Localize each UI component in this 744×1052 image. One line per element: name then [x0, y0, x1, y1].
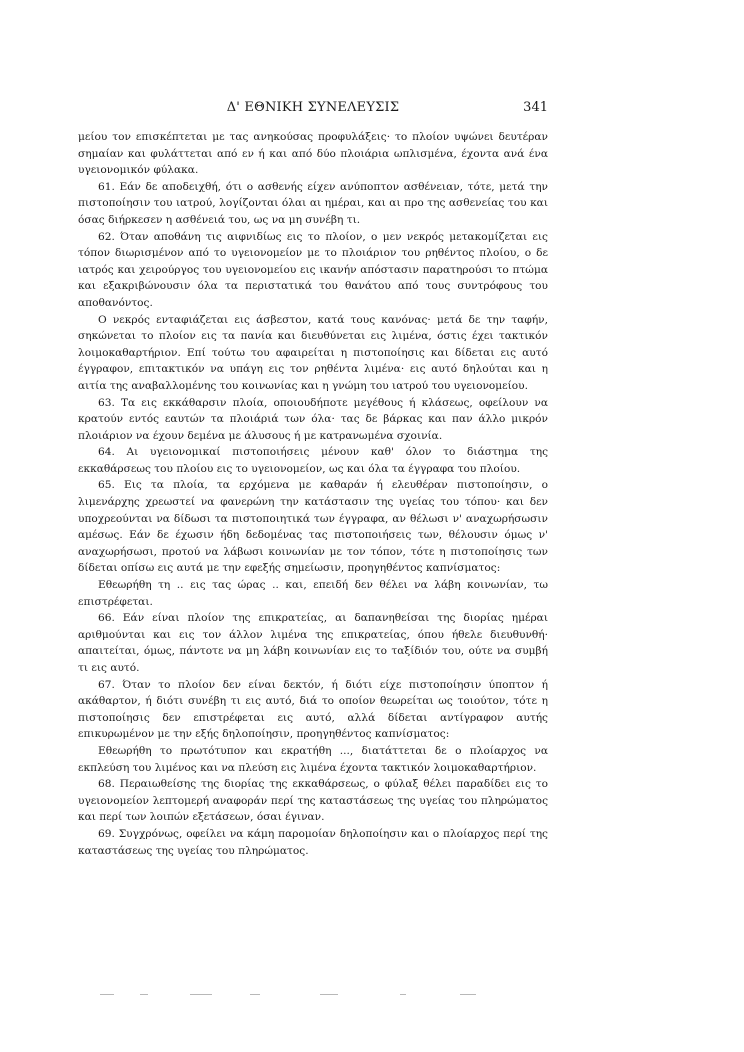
scan-mark — [400, 994, 406, 995]
paragraph-62-burial: Ο νεκρός ενταφιάζεται εις άσβεστον, κατά τους κανόνας· μετά δε την ταφήν, σηκώνεται το πλοίον εις τα πανία και διευθύνεται εις λιμένα, όστις έχει τακτικόν λοιμοκαθαρτήριον. Επί τούτω του αφαιρείται η πιστοποίησις και δίδεται εις αυτό έγγραφον, επιτακτικόν να υπάγη εις τον ρηθέντα λιμένα· εις αυτό δηλούται και η αιτία της αναβαλλομένης του κοινωνίας και η γνώμη του ιατρού του υγειονομείου. — [78, 313, 548, 392]
page-header — [78, 100, 548, 122]
paragraph-66: 66. Εάν είναι πλοίον της επικρατείας, αι δαπανηθείσαι της διορίας ημέραι αριθμούνται και εις τον άλλον λιμένα της επικρατείας, όπου ήθελε διευθυνθή· απαιτείται, όμως, πάντοτε να μη λάβη κοινωνίαν εις το ταξίδιόν του, ούτε να συμβή τι εις αυτό. — [78, 612, 548, 674]
paragraph-63: 63. Τα εις εκκάθαρσιν πλοία, οποιουδήποτε μεγέθους ή κλάσεως, οφείλουν να κρατούν εντός εαυτών τα πλοιάριά των όλα· τας δε βάρκας και παν άλλο μικρόν πλοιάριον να έχουν δεμένα με άλυσους ή με κατρανωμένα σχοινία. — [78, 396, 548, 442]
paragraph-65: 65. Εις τα πλοία, τα ερχόμενα με καθαράν ή ελευθέραν πιστοποίησιν, ο λιμενάρχης χρεωστεί να φανερώνη την κατάστασιν της υγείας του τόπου· και δεν υποχρεούνται να δίδωσι τα πιστοποιητικά των έγγραφα, αν θέλωσι ν' αναχωρήσωσιν αμέσως. Εάν δε έχωσιν ήδη δεδομένας τας πιστοποιήσεις των, θέλουσιν όμως ν' αναχωρήσωσι, προτού να λάβωσι κοινωνίαν με τον τόπον, τότε η πιστοποίησις των δίδεται οπίσω εις αυτά με την εφεξής σημείωσιν, προηγηθέντος καπνίσματος: — [78, 479, 548, 575]
scan-mark — [250, 994, 260, 995]
paragraph-69: 69. Συγχρόνως, οφείλει να κάμη παρομοίαν δηλοποίησιν και ο πλοίαρχος περί της καταστάσεως της υγείας του πληρώματος. — [78, 827, 548, 857]
scan-mark — [460, 994, 476, 995]
paragraph-64: 64. Αι υγειονομικαί πιστοποιήσεις μένουν καθ' όλον το διάστημα της εκκαθάρσεως του πλοίου εις το υγειονομείον, ως και όλα τα έγγραφα του πλοίου. — [78, 446, 548, 475]
running-head: Δ' ΕΘΝΙΚΗ ΣΥΝΕΛΕΥΣΙΣ — [226, 100, 400, 115]
certificate-notice-2: Εθεωρήθη το πρωτότυπον και εκρατήθη ..., διατάττεται δε ο πλοίαρχος να εκπλεύση του λιμένος και να πλεύση εις λιμένα έχοντα τακτικόν λοιμοκαθαρτήριον. — [78, 744, 548, 774]
page-number: 341 — [523, 100, 548, 115]
certificate-notice-1: Εθεωρήθη τη .. εις τας ώρας .. και, επειδή δεν θέλει να λάβη κοινωνίαν, τω επιστρέφεται. — [78, 579, 548, 608]
scan-mark — [100, 994, 114, 995]
paragraph-62: 62. Όταν αποθάνη τις αιφνιδίως εις το πλοίον, ο μεν νεκρός μετακομίζεται εις τόπον διωρισμένον από το υγειονομείον με το πλοιάριον του ρηθέντος πλοίου, ο δε ιατρός και χειρούργος του υγειονομείου εις ικανήν απόστασιν παρατηρούσι το πτώμα και εξακριβώνουσιν όλα τα περιστατικά του θανάτου από τους συντρόφους του αποθανόντος. — [78, 230, 548, 309]
body-text — [78, 129, 548, 859]
scan-mark — [190, 994, 212, 995]
paragraph-68: 68. Περαιωθείσης της διορίας της εκκαθάρσεως, ο φύλαξ θέλει παραδίδει εις το υγειονομείον λεπτομερή αναφοράν περί της καταστάσεως της υγείας του πληρώματος και περί των λοιπών εξετάσεων, όσαι έγιναν. — [78, 778, 548, 824]
paragraph-continuation: μείου τον επισκέπτεται με τας ανηκούσας προφυλάξεις· το πλοίον υψώνει δευτέραν σημαίαν και φυλάττεται από εν ή και από δύο πλοιάρια ωπλισμένα, έχοντα ανά ένα υγειονομικόν φύλακα. — [78, 131, 548, 177]
paragraph-67: 67. Όταν το πλοίον δεν είναι δεκτόν, ή διότι είχε πιστοποίησιν ύποπτον ή ακάθαρτον, ή διότι συνέβη τι εις αυτό, διά το οποίον θεωρείται ως τοιούτον, τότε η πιστοποίησις δεν επιστρέφεται εις αυτό, αλλά δίδεται αντίγραφον αυτής επικυρωμένον με την εξής δηλοποίησιν, προηγηθέντος καπνίσματος: — [78, 678, 548, 741]
scan-mark — [140, 994, 148, 995]
scan-mark — [320, 994, 338, 995]
scan-artifact-marks — [100, 990, 520, 1000]
paragraph-61: 61. Εάν δε αποδειχθή, ότι ο ασθενής είχεν ανύποπτον ασθένειαν, τότε, μετά την πιστοποίησιν του ιατρού, λογίζονται όλαι αι ημέραι, και αι προ της ασθενείας του και όσας διήρκεσεν η ασθένειά του, ως να μη συνέβη τι. — [78, 180, 548, 226]
